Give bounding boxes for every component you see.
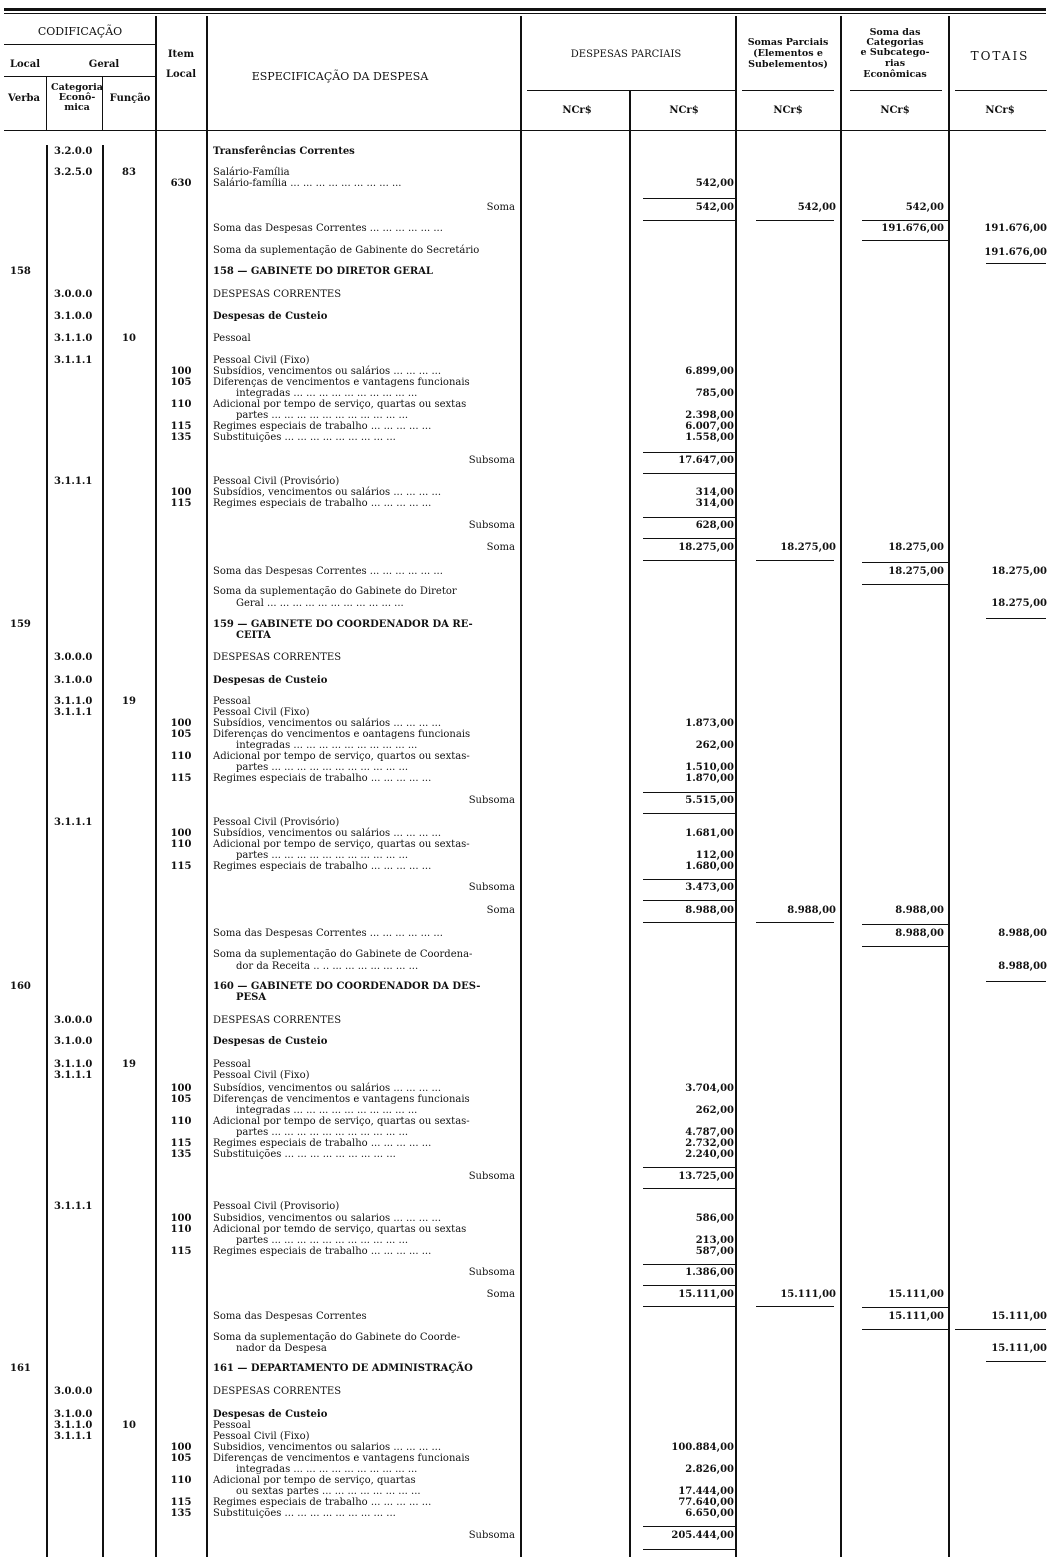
funcao-code: 10 <box>122 1420 136 1431</box>
especificacao-text: Adicional por tempo de serviço, quartas ou sextas- <box>213 1116 470 1127</box>
categoria-code: 3.1.1.0 <box>54 1059 93 1070</box>
item-code: 630 <box>170 178 192 189</box>
despesa-parcial-value: 1.873,00 <box>685 718 734 729</box>
item-code: 110 <box>170 839 192 850</box>
item-code: 100 <box>170 1083 192 1094</box>
header-local: Local <box>9 59 41 70</box>
funcao-code: 19 <box>122 696 136 707</box>
especificacao-text: Despesas de Custeio <box>213 1036 328 1047</box>
especificacao-text: Pessoal Civil (Fixo) <box>213 355 310 366</box>
soma-categoria-value: 15.111,00 <box>888 1311 944 1322</box>
especificacao-text: Regimes especiais de trabalho ... ... ... ... ... <box>213 498 432 509</box>
header-categoria-3: mica <box>64 102 90 113</box>
categoria-code: 3.1.1.1 <box>54 707 93 718</box>
despesa-parcial-value: 205.444,00 <box>671 1530 734 1541</box>
verba-code: 158 <box>10 266 31 277</box>
total-value: 15.111,00 <box>991 1343 1047 1354</box>
sum-rule <box>986 618 1046 619</box>
header-soma-categorias-2: Categorias <box>866 37 924 48</box>
sum-rule <box>986 1361 1046 1362</box>
especificacao-text: Pessoal <box>213 696 251 707</box>
especificacao-text: integradas ... ... ... ... ... ... ... ... ... ... <box>236 1464 418 1475</box>
header-categoria: Categoria <box>51 82 103 93</box>
especificacao-text: 161 — DEPARTAMENTO DE ADMINISTRAÇÃO <box>213 1363 473 1374</box>
col-rule-p1 <box>629 90 631 1557</box>
especificacao-text: Subsoma <box>468 1267 515 1278</box>
despesa-parcial-value: 17.647,00 <box>678 455 734 466</box>
especificacao-text: Subsídios, vencimentos ou salários ... ... ... ... <box>213 1083 442 1094</box>
header-currency-p2: NCr$ <box>669 105 699 116</box>
despesa-parcial-value: 586,00 <box>695 1213 734 1224</box>
especificacao-text: DESPESAS CORRENTES <box>213 652 342 663</box>
sum-rule <box>643 922 736 923</box>
especificacao-text: Soma das Despesas Correntes ... ... ... ... ... ... <box>213 223 443 234</box>
especificacao-text: Despesas de Custeio <box>213 311 328 322</box>
categoria-code: 3.1.1.1 <box>54 817 93 828</box>
especificacao-text: Adicional por tempo de serviço, quartos ou sextas- <box>213 751 470 762</box>
despesa-parcial-value: 1.558,00 <box>685 432 734 443</box>
especificacao-text: Soma das Despesas Correntes ... ... ... ... ... ... <box>213 566 443 577</box>
sum-rule <box>643 560 736 561</box>
despesa-parcial-value: 18.275,00 <box>678 542 734 553</box>
item-code: 110 <box>170 1224 192 1235</box>
especificacao-text: Regimes especiais de trabalho ... ... ... ... ... <box>213 861 432 872</box>
verba-code: 159 <box>10 619 31 630</box>
sum-rule <box>862 924 948 925</box>
item-code: 135 <box>170 1149 192 1160</box>
total-value: 15.111,00 <box>991 1311 1047 1322</box>
soma-categoria-value: 8.988,00 <box>895 905 944 916</box>
especificacao-text: Pessoal <box>213 333 251 344</box>
sum-rule <box>862 240 948 241</box>
sum-rule <box>643 1306 736 1307</box>
item-code: 100 <box>170 828 192 839</box>
especificacao-text: DESPESAS CORRENTES <box>213 1015 342 1026</box>
soma-categoria-value: 8.988,00 <box>895 928 944 939</box>
header-categoria-2: Econô- <box>58 92 96 103</box>
item-code: 115 <box>170 498 192 509</box>
item-code: 100 <box>170 487 192 498</box>
especificacao-text: dor da Receita .. .. ... ... ... ... ... ... ... <box>236 961 419 972</box>
despesa-parcial-value: 314,00 <box>695 487 734 498</box>
funcao-code: 83 <box>122 167 136 178</box>
despesa-parcial-value: 77.640,00 <box>678 1497 734 1508</box>
despesa-parcial-value: 112,00 <box>695 850 734 861</box>
especificacao-text: CEITA <box>236 630 271 641</box>
despesa-parcial-value: 4.787,00 <box>685 1127 734 1138</box>
header-soma-categorias: Soma das <box>869 27 921 38</box>
col-rule-item <box>206 16 208 1557</box>
despesa-parcial-value: 262,00 <box>695 1105 734 1116</box>
especificacao-text: Soma da suplementação do Gabinete do Coorde- <box>213 1332 461 1343</box>
especificacao-text: 160 — GABINETE DO COORDENADOR DA DES- <box>213 981 481 992</box>
especificacao-text: Substituições ... ... ... ... ... ... ... ... ... <box>213 432 396 443</box>
sum-rule <box>756 220 834 221</box>
header-bottom-rule <box>4 130 1046 131</box>
sum-rule <box>643 900 736 901</box>
item-code: 110 <box>170 751 192 762</box>
soma-categoria-value: 18.275,00 <box>888 542 944 553</box>
especificacao-text: integradas ... ... ... ... ... ... ... ... ... ... <box>236 740 418 751</box>
header-especificacao: ESPECIFICAÇÃO DA DESPESA <box>251 70 429 83</box>
header-item: Item <box>167 49 195 60</box>
col-rule-cat <box>102 145 104 1557</box>
header-item-local: Local <box>165 69 197 80</box>
despesa-parcial-value: 2.826,00 <box>685 1464 734 1475</box>
especificacao-text: Diferenças de vencimentos e vantagens funcionais <box>213 1453 470 1464</box>
especificacao-text: Pessoal Civil (Fixo) <box>213 1070 310 1081</box>
total-value: 191.676,00 <box>984 223 1047 234</box>
despesa-parcial-value: 628,00 <box>695 520 734 531</box>
especificacao-text: Substituições ... ... ... ... ... ... ... ... ... <box>213 1149 396 1160</box>
especificacao-text: Subsoma <box>468 1530 515 1541</box>
categoria-code: 3.2.5.0 <box>54 167 93 178</box>
item-code: 105 <box>170 1453 192 1464</box>
item-code: 135 <box>170 1508 192 1519</box>
item-code: 115 <box>170 861 192 872</box>
categoria-code: 3.0.0.0 <box>54 652 93 663</box>
despesa-parcial-value: 1.681,00 <box>685 828 734 839</box>
col-rule-cat-sum <box>948 16 950 1557</box>
col-rule-p2 <box>735 16 737 1557</box>
despesa-parcial-value: 2.240,00 <box>685 1149 734 1160</box>
item-code: 100 <box>170 718 192 729</box>
especificacao-text: Pessoal Civil (Provisorio) <box>213 1201 340 1212</box>
total-value: 8.988,00 <box>998 928 1047 939</box>
sum-rule <box>643 813 736 814</box>
col-rule-verba-header <box>46 76 47 130</box>
especificacao-text: Regimes especiais de trabalho ... ... ... ... ... <box>213 421 432 432</box>
categoria-code: 3.1.1.1 <box>54 1070 93 1081</box>
total-value: 18.275,00 <box>991 566 1047 577</box>
funcao-code: 19 <box>122 1059 136 1070</box>
categoria-code: 3.1.0.0 <box>54 1409 93 1420</box>
header-somas-parciais: Somas Parciais <box>747 37 829 48</box>
especificacao-text: Soma <box>486 542 515 553</box>
despesa-parcial-value: 542,00 <box>695 202 734 213</box>
especificacao-text: Soma <box>486 905 515 916</box>
despesa-parcial-value: 100.884,00 <box>671 1442 734 1453</box>
especificacao-text: ou sextas partes ... ... ... ... ... ... ... ... <box>236 1486 421 1497</box>
categoria-code: 3.1.1.1 <box>54 1201 93 1212</box>
sum-rule <box>986 263 1046 264</box>
especificacao-text: Pessoal Civil (Provisório) <box>213 817 340 828</box>
header-rule-local <box>4 76 155 77</box>
especificacao-text: Soma <box>486 1289 515 1300</box>
header-currency-p1: NCr$ <box>562 105 592 116</box>
especificacao-text: partes ... ... ... ... ... ... ... ... ... ... ... <box>236 1127 409 1138</box>
soma-categoria-value: 18.275,00 <box>888 566 944 577</box>
categoria-code: 3.1.1.1 <box>54 1431 93 1442</box>
especificacao-text: DESPESAS CORRENTES <box>213 1386 342 1397</box>
especificacao-text: Transferências Correntes <box>213 146 355 157</box>
soma-categoria-value: 15.111,00 <box>888 1289 944 1300</box>
item-code: 100 <box>170 366 192 377</box>
sum-rule <box>862 1329 948 1330</box>
especificacao-text: integradas ... ... ... ... ... ... ... ... ... ... <box>236 1105 418 1116</box>
sum-rule <box>862 1307 948 1308</box>
especificacao-text: Pessoal Civil (Provisório) <box>213 476 340 487</box>
despesa-parcial-value: 5.515,00 <box>685 795 734 806</box>
sum-rule <box>643 517 736 518</box>
sum-rule <box>643 538 736 539</box>
especificacao-text: Subsídios, vencimentos ou salários ... ... ... ... <box>213 828 442 839</box>
header-somas-parciais-3: Subelementos) <box>748 59 828 70</box>
header-rule-totais <box>955 90 1047 91</box>
especificacao-text: Adicional por tempo de serviço, quartas <box>213 1475 416 1486</box>
total-value: 18.275,00 <box>991 598 1047 609</box>
header-geral: Geral <box>88 59 120 70</box>
header-soma-categorias-5: Econômicas <box>863 69 927 80</box>
item-code: 115 <box>170 773 192 784</box>
sum-rule <box>643 1285 736 1286</box>
despesa-parcial-value: 262,00 <box>695 740 734 751</box>
despesa-parcial-value: 15.111,00 <box>678 1289 734 1300</box>
especificacao-text: Despesas de Custeio <box>213 1409 328 1420</box>
despesa-parcial-value: 3.704,00 <box>685 1083 734 1094</box>
especificacao-text: Soma das Despesas Correntes <box>213 1311 367 1322</box>
item-code: 105 <box>170 1094 192 1105</box>
despesa-parcial-value: 1.870,00 <box>685 773 734 784</box>
categoria-code: 3.1.0.0 <box>54 1036 93 1047</box>
despesa-parcial-value: 2.398,00 <box>685 410 734 421</box>
especificacao-text: Regimes especiais de trabalho ... ... ... ... ... <box>213 1246 432 1257</box>
especificacao-text: Soma <box>486 202 515 213</box>
header-despesas-parciais: DESPESAS PARCIAIS <box>570 49 682 60</box>
especificacao-text: Subsidios, vencimentos ou salarios ... ... ... ... <box>213 1213 442 1224</box>
especificacao-text: 158 — GABINETE DO DIRETOR GERAL <box>213 266 433 277</box>
header-rule-somas <box>742 90 834 91</box>
sum-rule <box>756 922 834 923</box>
header-soma-categorias-3: e Subcatego- <box>860 47 930 58</box>
col-rule-especificacao <box>520 16 522 1557</box>
soma-parcial-value: 542,00 <box>797 202 836 213</box>
especificacao-text: Soma da suplementação de Gabinente do Secretário <box>213 245 480 256</box>
total-value: 191.676,00 <box>984 247 1047 258</box>
especificacao-text: Salário-família ... ... ... ... ... ... ... ... ... <box>213 178 402 189</box>
header-totais: TOTAIS <box>970 49 1030 63</box>
especificacao-text: partes ... ... ... ... ... ... ... ... ... ... ... <box>236 410 409 421</box>
especificacao-text: Subsidios, vencimentos ou salarios ... ... ... ... <box>213 1442 442 1453</box>
item-code: 110 <box>170 1116 192 1127</box>
especificacao-text: Soma da suplementação do Gabinete de Coordena- <box>213 949 473 960</box>
funcao-code: 10 <box>122 333 136 344</box>
especificacao-text: Adicional por temdo de serviço, quartas ou sextas <box>213 1224 467 1235</box>
especificacao-text: DESPESAS CORRENTES <box>213 289 342 300</box>
especificacao-text: Salário-Família <box>213 167 290 178</box>
total-value: 8.988,00 <box>998 961 1047 972</box>
especificacao-text: Pessoal <box>213 1059 251 1070</box>
header-soma-categorias-4: rias <box>884 58 906 69</box>
soma-parcial-value: 15.111,00 <box>780 1289 836 1300</box>
categoria-code: 3.2.0.0 <box>54 146 93 157</box>
item-code: 105 <box>170 377 192 388</box>
despesa-parcial-value: 213,00 <box>695 1235 734 1246</box>
categoria-code: 3.1.0.0 <box>54 311 93 322</box>
especificacao-text: integradas ... ... ... ... ... ... ... ... ... ... <box>236 388 418 399</box>
item-code: 100 <box>170 1213 192 1224</box>
categoria-code: 3.1.1.1 <box>54 476 93 487</box>
col-rule-somas <box>840 16 842 1557</box>
categoria-code: 3.1.1.1 <box>54 355 93 366</box>
sum-rule <box>643 1526 736 1527</box>
sum-rule <box>643 1264 736 1265</box>
despesa-parcial-value: 785,00 <box>695 388 734 399</box>
item-code: 115 <box>170 1138 192 1149</box>
categoria-code: 3.1.1.0 <box>54 696 93 707</box>
especificacao-text: Subsídios, vencimentos ou salários ... ... ... ... <box>213 487 442 498</box>
categoria-code: 3.1.1.0 <box>54 1420 93 1431</box>
sum-rule <box>643 792 736 793</box>
item-code: 115 <box>170 1246 192 1257</box>
especificacao-text: Geral ... ... ... ... ... ... ... ... ... ... ... <box>236 598 404 609</box>
especificacao-text: Pessoal <box>213 1420 251 1431</box>
soma-categoria-value: 542,00 <box>905 202 944 213</box>
verba-code: 161 <box>10 1363 31 1374</box>
soma-categoria-value: 191.676,00 <box>881 223 944 234</box>
sum-rule <box>862 220 948 221</box>
especificacao-text: 159 — GABINETE DO COORDENADOR DA RE- <box>213 619 473 630</box>
sum-rule <box>643 473 736 474</box>
especificacao-text: Subsoma <box>468 520 515 531</box>
item-code: 100 <box>170 1442 192 1453</box>
despesa-parcial-value: 314,00 <box>695 498 734 509</box>
sum-rule <box>986 981 1046 982</box>
especificacao-text: nador da Despesa <box>236 1343 327 1354</box>
header-currency-somas: NCr$ <box>773 105 803 116</box>
header-somas-parciais-2: (Elementos e <box>753 48 823 59</box>
despesa-parcial-value: 1.510,00 <box>685 762 734 773</box>
sum-rule <box>643 1188 736 1189</box>
sum-rule <box>756 1306 834 1307</box>
item-code: 115 <box>170 421 192 432</box>
top-rule <box>4 8 1046 11</box>
especificacao-text: Subsoma <box>468 882 515 893</box>
sum-rule <box>643 452 736 453</box>
especificacao-text: Soma das Despesas Correntes ... ... ... ... ... ... <box>213 928 443 939</box>
especificacao-text: Adicional por tempo de serviço, quartas ou sextas <box>213 399 467 410</box>
sum-rule <box>643 198 736 199</box>
header-funcao: Função <box>109 93 151 104</box>
despesa-parcial-value: 8.988,00 <box>685 905 734 916</box>
especificacao-text: Pessoal Civil (Fixo) <box>213 707 310 718</box>
sum-rule <box>955 1329 1046 1330</box>
categoria-code: 3.0.0.0 <box>54 289 93 300</box>
col-rule-funcao <box>155 16 157 1557</box>
despesa-parcial-value: 17.444,00 <box>678 1486 734 1497</box>
especificacao-text: Despesas de Custeio <box>213 675 328 686</box>
especificacao-text: Subsídios, vencimentos ou salários ... ... ... ... <box>213 718 442 729</box>
soma-parcial-value: 8.988,00 <box>787 905 836 916</box>
despesa-parcial-value: 542,00 <box>695 178 734 189</box>
item-code: 105 <box>170 729 192 740</box>
sum-rule <box>643 220 736 221</box>
especificacao-text: Regimes especiais de trabalho ... ... ... ... ... <box>213 773 432 784</box>
item-code: 135 <box>170 432 192 443</box>
despesa-parcial-value: 6.007,00 <box>685 421 734 432</box>
item-code: 115 <box>170 1497 192 1508</box>
despesa-parcial-value: 1.386,00 <box>685 1267 734 1278</box>
col-rule-verba <box>46 145 48 1557</box>
especificacao-text: Diferenças do vencimentos e oantagens funcionais <box>213 729 471 740</box>
despesa-parcial-value: 2.732,00 <box>685 1138 734 1149</box>
categoria-code: 3.1.1.0 <box>54 333 93 344</box>
especificacao-text: Subsídios, vencimentos ou salários ... ... ... ... <box>213 366 442 377</box>
header-rule-cat <box>850 90 942 91</box>
especificacao-text: partes ... ... ... ... ... ... ... ... ... ... ... <box>236 762 409 773</box>
sum-rule <box>862 584 948 585</box>
despesa-parcial-value: 13.725,00 <box>678 1171 734 1182</box>
sum-rule <box>643 879 736 880</box>
especificacao-text: Subsoma <box>468 1171 515 1182</box>
despesa-parcial-value: 3.473,00 <box>685 882 734 893</box>
especificacao-text: PESA <box>236 992 267 1003</box>
especificacao-text: Subsoma <box>468 455 515 466</box>
despesa-parcial-value: 6.650,00 <box>685 1508 734 1519</box>
sum-rule <box>862 562 948 563</box>
especificacao-text: Adicional por tempo de serviço, quartas ou sextas- <box>213 839 470 850</box>
categoria-code: 3.1.0.0 <box>54 675 93 686</box>
especificacao-text: partes ... ... ... ... ... ... ... ... ... ... ... <box>236 850 409 861</box>
header-verba: Verba <box>8 93 40 104</box>
especificacao-text: Soma da suplementação do Gabinete do Diretor <box>213 586 457 597</box>
sum-rule <box>643 1549 736 1550</box>
sum-rule <box>862 946 948 947</box>
header-currency-totais: NCr$ <box>985 105 1015 116</box>
header-rule-codificacao <box>4 44 155 45</box>
especificacao-text: Regimes especiais de trabalho ... ... ... ... ... <box>213 1497 432 1508</box>
col-rule-cat-header <box>102 76 103 130</box>
especificacao-text: Diferenças de vencimentos e vantagens funcionais <box>213 1094 470 1105</box>
verba-code: 160 <box>10 981 31 992</box>
categoria-code: 3.0.0.0 <box>54 1015 93 1026</box>
especificacao-text: partes ... ... ... ... ... ... ... ... ... ... ... <box>236 1235 409 1246</box>
especificacao-text: Subsoma <box>468 795 515 806</box>
top-rule-thin <box>4 13 1046 14</box>
soma-parcial-value: 18.275,00 <box>780 542 836 553</box>
sum-rule <box>756 560 834 561</box>
categoria-code: 3.0.0.0 <box>54 1386 93 1397</box>
header-currency-cat: NCr$ <box>880 105 910 116</box>
especificacao-text: Substituições ... ... ... ... ... ... ... ... ... <box>213 1508 396 1519</box>
especificacao-text: Regimes especiais de trabalho ... ... ... ... ... <box>213 1138 432 1149</box>
item-code: 110 <box>170 399 192 410</box>
header-codificacao: CODIFICAÇÃO <box>37 25 123 38</box>
item-code: 110 <box>170 1475 192 1486</box>
especificacao-text: Diferenças de vencimentos e vantagens funcionais <box>213 377 470 388</box>
despesa-parcial-value: 587,00 <box>695 1246 734 1257</box>
despesa-parcial-value: 1.680,00 <box>685 861 734 872</box>
despesa-parcial-value: 6.899,00 <box>685 366 734 377</box>
sum-rule <box>643 1167 736 1168</box>
especificacao-text: Pessoal Civil (Fixo) <box>213 1431 310 1442</box>
header-rule-despesas <box>527 90 735 91</box>
